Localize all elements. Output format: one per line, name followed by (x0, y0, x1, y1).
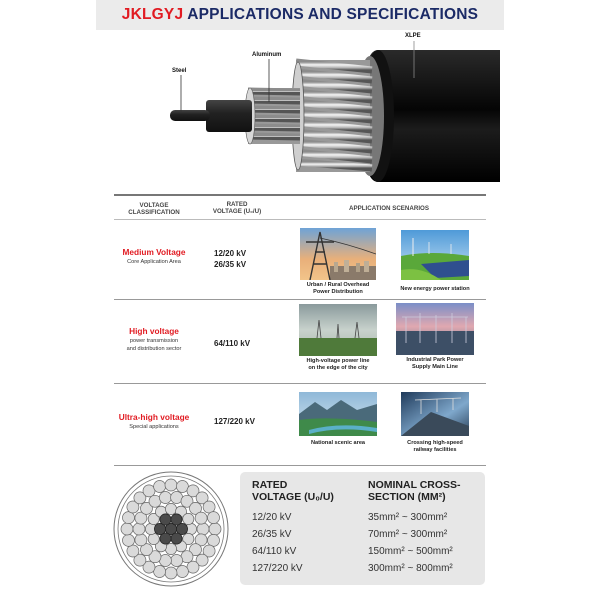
spec-voltage: 26/35 kV (252, 529, 292, 540)
classification-name: High voltage (129, 326, 179, 336)
spec-section: 35mm² ~ 300mm² (368, 512, 448, 523)
spec-voltage: 12/20 kV (252, 512, 292, 523)
header-line: CLASSIFICATION (128, 209, 180, 216)
wind-solar-image (401, 230, 469, 280)
cable-cross-section (112, 470, 230, 588)
scenario-item (298, 304, 378, 371)
classification-desc: Core Application Area (127, 259, 181, 265)
railway-image (401, 392, 469, 436)
header-line: RATED (226, 201, 248, 208)
voltage-cell (214, 248, 246, 270)
scenario-item (298, 392, 378, 447)
classification-cell (114, 247, 194, 266)
table-row (114, 300, 486, 384)
header-line: NOMINAL CROSS- (368, 479, 461, 491)
brand-name: JKLGYJ (121, 6, 184, 23)
applications-table (114, 194, 486, 466)
caption-line: High-voltage power line (306, 358, 370, 364)
cross-section-icon (112, 470, 230, 588)
header-line: VOLTAGE (U₀/U) (252, 490, 334, 503)
specification-box (240, 472, 485, 585)
scenario-caption: New energy power station (400, 286, 470, 292)
spec-header-voltage (252, 480, 334, 503)
caption-line: on the edge of the city (308, 364, 368, 371)
label-aluminum: Aluminum (252, 52, 282, 58)
power-lines-image (299, 304, 377, 356)
spec-section: 150mm² ~ 500mm² (368, 546, 453, 557)
header-rated-voltage (202, 201, 272, 215)
header-line: SECTION (MM²) (368, 490, 446, 503)
table-row (114, 384, 486, 466)
classification-name: Medium Voltage (122, 247, 186, 257)
label-xlpe: XLPE (405, 33, 421, 39)
header-line: VOLTAGE (139, 202, 169, 209)
cable-cutaway-icon (100, 30, 500, 190)
header-line: VOLTAGE (U₀/U) (212, 208, 262, 215)
substation-image (396, 303, 474, 355)
classification-name: Ultra-high voltage (118, 412, 190, 422)
table-row (114, 220, 486, 300)
scenario-item (390, 230, 480, 293)
caption-line: railway facilities (413, 446, 457, 453)
scenario-item (298, 228, 378, 295)
classification-cell (114, 326, 194, 353)
table-header (114, 194, 486, 220)
spec-section: 70mm² ~ 300mm² (368, 529, 448, 540)
classification-desc: power transmission (129, 338, 179, 344)
classification-cell (114, 412, 194, 431)
caption-line: Urban / Rural Overhead (306, 282, 370, 288)
header-line: RATED (252, 479, 288, 491)
scenario-caption (298, 358, 378, 371)
cable-illustration (100, 30, 500, 190)
voltage-value: 12/20 kV (214, 249, 247, 258)
scenario-item (390, 392, 480, 453)
caption-line: Industrial Park Power (406, 357, 464, 363)
header-scenarios: APPLICATION SCENARIOS (349, 205, 429, 212)
spec-header-section (368, 480, 461, 503)
header-classification (114, 202, 194, 216)
caption-line: Supply Main Line (412, 363, 458, 370)
classification-desc: and distribution sector (126, 346, 182, 352)
caption-line: Power Distribution (313, 288, 363, 295)
label-steel: Steel (172, 68, 187, 74)
classification-desc: Special applications (129, 424, 179, 430)
voltage-cell: 127/220 kV (214, 417, 255, 426)
scenario-caption (298, 282, 378, 295)
page-title (122, 6, 478, 24)
spec-voltage: 64/110 kV (252, 546, 297, 557)
title-text: APPLICATIONS AND SPECIFICATIONS (183, 6, 479, 23)
spec-section: 300mm² ~ 800mm² (368, 563, 453, 574)
spec-voltage: 127/220 kV (252, 563, 303, 574)
voltage-value: 26/35 kV (214, 260, 247, 269)
voltage-cell: 64/110 kV (214, 339, 251, 348)
title-band (96, 0, 504, 30)
scenario-caption (390, 440, 480, 453)
scenario-caption (390, 357, 480, 370)
scenic-area-image (299, 392, 377, 436)
scenario-caption: National scenic area (310, 440, 366, 446)
caption-line: Crossing high-speed (407, 440, 463, 446)
transmission-tower-image (300, 228, 376, 280)
scenario-item (390, 303, 480, 370)
